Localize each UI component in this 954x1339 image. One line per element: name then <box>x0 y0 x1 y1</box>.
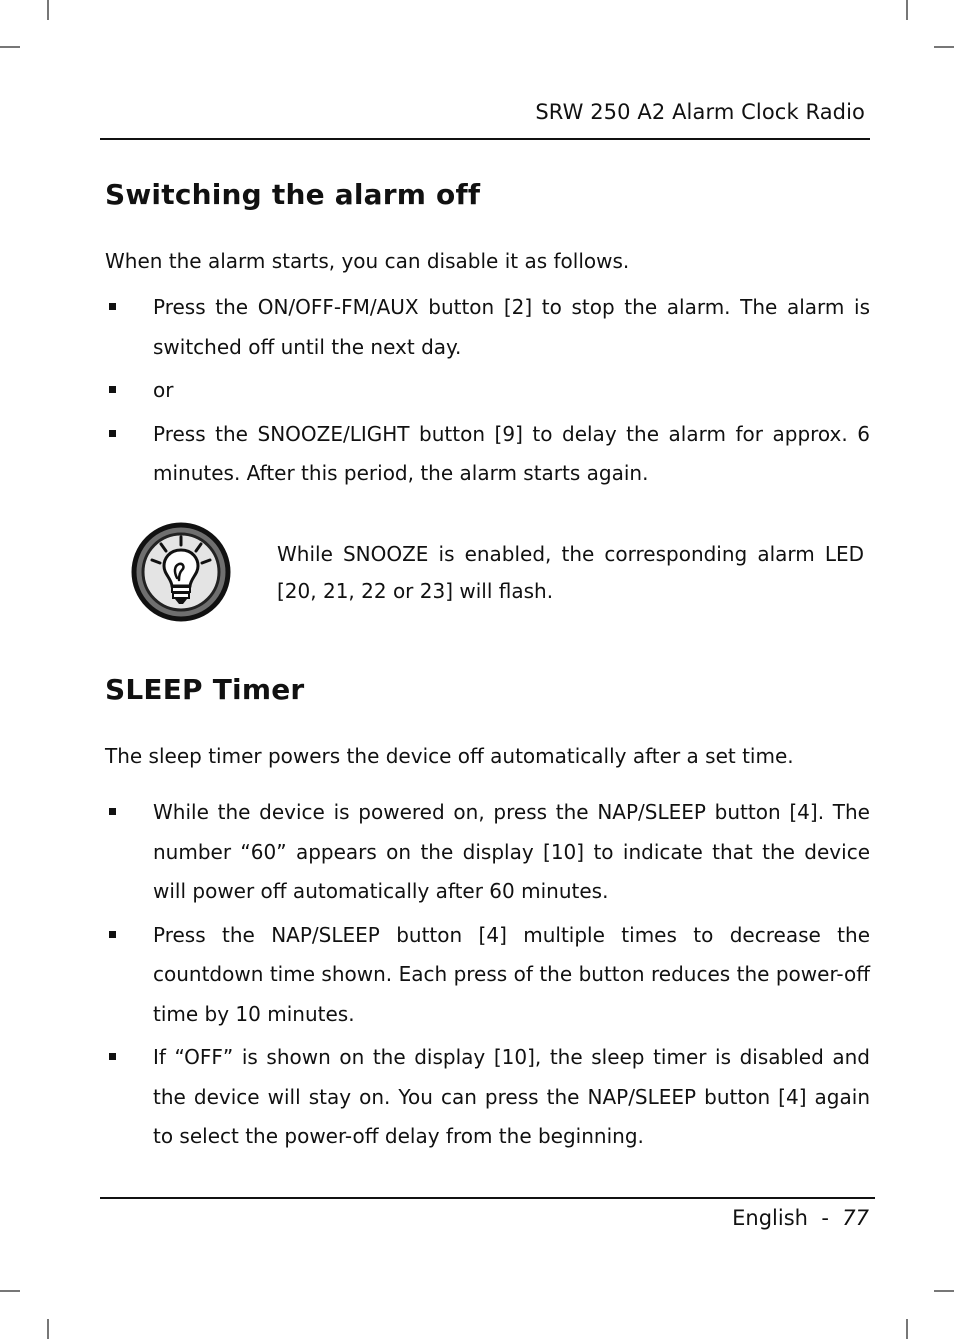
footer-language: English <box>732 1206 808 1230</box>
section-intro: The sleep timer powers the device off automatically after a set time. <box>105 744 794 768</box>
page-number: 77 <box>842 1206 869 1230</box>
crop-mark <box>934 1290 954 1292</box>
bullet-list <box>105 793 870 1161</box>
header-rule <box>100 138 870 140</box>
crop-mark <box>934 46 954 48</box>
lightbulb-tip-icon <box>130 520 232 624</box>
bullet-square-icon <box>109 808 116 815</box>
section-intro: When the alarm starts, you can disable it as follows. <box>105 249 630 273</box>
bullet-square-icon <box>109 430 116 437</box>
crop-mark <box>47 1319 49 1339</box>
crop-mark <box>0 46 20 48</box>
note-text: While SNOOZE is enabled, the corresponding alarm LED [20, 21, 22 or 23] will flash. <box>277 542 864 603</box>
page-footer <box>732 1206 869 1230</box>
list-item: Press the ON/OFF-FM/AUX button [2] to stop the alarm. The alarm is switched off until the next day. <box>105 288 870 367</box>
bullet-square-icon <box>109 1053 116 1060</box>
list-item: If “OFF” is shown on the display [10], the sleep timer is disabled and the device will stay on. You can press the NAP/SLEEP button [4] again to select the power-off delay from the beginning. <box>105 1038 870 1157</box>
bullet-square-icon <box>109 386 116 393</box>
list-item: Press the NAP/SLEEP button [4] multiple times to decrease the countdown time shown. Each press of the button reduces the power-off time by 10 minutes. <box>105 916 870 1035</box>
footer-separator: - <box>821 1206 829 1230</box>
section-heading-sleep-timer: SLEEP Timer <box>105 673 305 706</box>
crop-mark <box>0 1290 20 1292</box>
list-item: or <box>105 371 870 411</box>
section-heading-alarm-off: Switching the alarm off <box>105 178 481 211</box>
crop-mark <box>47 0 49 20</box>
bullet-list <box>105 288 870 498</box>
footer-rule <box>100 1197 875 1199</box>
list-item: Press the SNOOZE/LIGHT button [9] to delay the alarm for approx. 6 minutes. After this period, the alarm starts again. <box>105 415 870 494</box>
bullet-square-icon <box>109 931 116 938</box>
list-item: While the device is powered on, press the NAP/SLEEP button [4]. The number “60” appears on the display [10] to indicate that the device will power off automatically after 60 minutes. <box>105 793 870 912</box>
bullet-square-icon <box>109 303 116 310</box>
crop-mark <box>906 0 908 20</box>
crop-mark <box>906 1319 908 1339</box>
running-header: SRW 250 A2 Alarm Clock Radio <box>535 100 865 124</box>
